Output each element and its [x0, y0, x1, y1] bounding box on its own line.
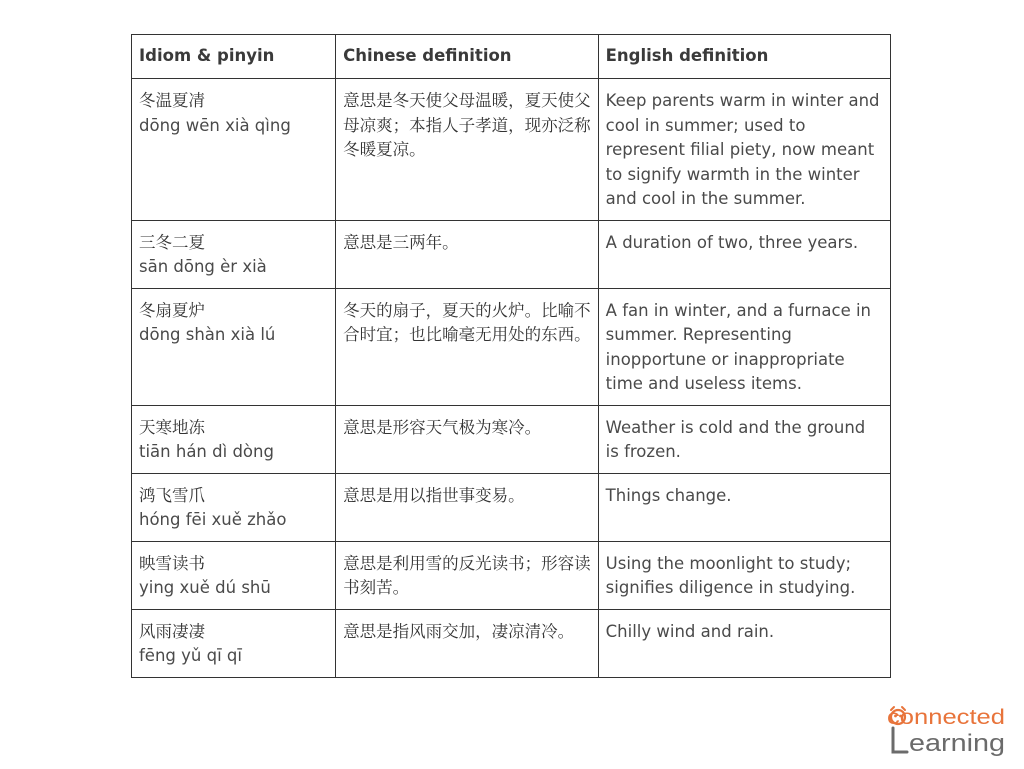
pinyin-text: ying xuě dú shū — [139, 578, 271, 597]
logo-line2-text: earning — [909, 730, 1005, 756]
pinyin-text: dōng wēn xià qìng — [139, 115, 291, 135]
chinese-definition-cell: 意思是冬天使父母温暖，夏天使父母凉爽；本指人子孝道，现亦泛称冬暖夏凉。 — [336, 79, 599, 221]
connected-learning-logo — [885, 700, 1015, 756]
idiom-text: 天寒地冻 — [139, 417, 205, 437]
chinese-definition-cell: 意思是指风雨交加，凄凉清冷。 — [336, 609, 599, 677]
pinyin-text: hóng fēi xuě zhǎo — [139, 510, 287, 529]
idiom-cell — [132, 541, 336, 609]
idiom-table — [131, 34, 891, 678]
table-row — [132, 405, 891, 473]
idiom-text: 冬温夏凊 — [139, 91, 205, 110]
idiom-cell — [132, 220, 336, 288]
idiom-cell — [132, 473, 336, 541]
logo-line1-text: connected — [887, 706, 1005, 729]
chinese-definition-cell: 冬天的扇子，夏天的火炉。比喻不合时宜；也比喻毫无用处的东西。 — [336, 288, 599, 405]
table-row — [132, 473, 891, 541]
chinese-definition-cell: 意思是利用雪的反光读书；形容读书刻苦。 — [336, 541, 599, 609]
table-row — [132, 220, 891, 288]
pinyin-text: dōng shàn xià lú — [139, 325, 276, 344]
header-idiom-pinyin: Idiom & pinyin — [132, 35, 336, 79]
english-definition-cell: Weather is cold and the ground is frozen. — [598, 405, 890, 473]
table-row — [132, 79, 891, 221]
english-definition-cell: Keep parents warm in winter and cool in summer; used to represent filial piety, now meant to signify warmth in the winter and cool in the summer. — [598, 79, 890, 221]
table-row — [132, 609, 891, 677]
chinese-definition-cell: 意思是形容天气极为寒冷。 — [336, 405, 599, 473]
english-definition-cell: Using the moonlight to study; signifies diligence in studying. — [598, 541, 890, 609]
table-row — [132, 288, 891, 405]
logo-l-glyph — [893, 728, 907, 752]
idiom-text: 风雨凄凄 — [139, 621, 205, 641]
idiom-cell — [132, 405, 336, 473]
idiom-text: 三冬二夏 — [139, 232, 205, 252]
idiom-cell — [132, 609, 336, 677]
english-definition-cell: A duration of two, three years. — [598, 220, 890, 288]
idiom-text: 映雪读书 — [139, 553, 205, 573]
table-header-row — [132, 35, 891, 79]
header-english-definition: English definition — [598, 35, 890, 79]
header-chinese-definition: Chinese definition — [336, 35, 599, 79]
idiom-cell — [132, 79, 336, 221]
english-definition-cell: Things change. — [598, 473, 890, 541]
english-definition-cell: Chilly wind and rain. — [598, 609, 890, 677]
idiom-text: 冬扇夏炉 — [139, 300, 205, 320]
english-definition-cell: A fan in winter, and a furnace in summer. Representing inopportune or inappropriate time and useless items. — [598, 288, 890, 405]
pinyin-text: tiān hán dì dòng — [139, 442, 274, 461]
idiom-cell — [132, 288, 336, 405]
table-row — [132, 541, 891, 609]
pinyin-text: fēng yǔ qī qī — [139, 646, 242, 665]
chinese-definition-cell: 意思是用以指世事变易。 — [336, 473, 599, 541]
idiom-text: 鸿飞雪爪 — [139, 485, 205, 505]
chinese-definition-cell: 意思是三两年。 — [336, 220, 599, 288]
pinyin-text: sān dōng èr xià — [139, 257, 267, 276]
